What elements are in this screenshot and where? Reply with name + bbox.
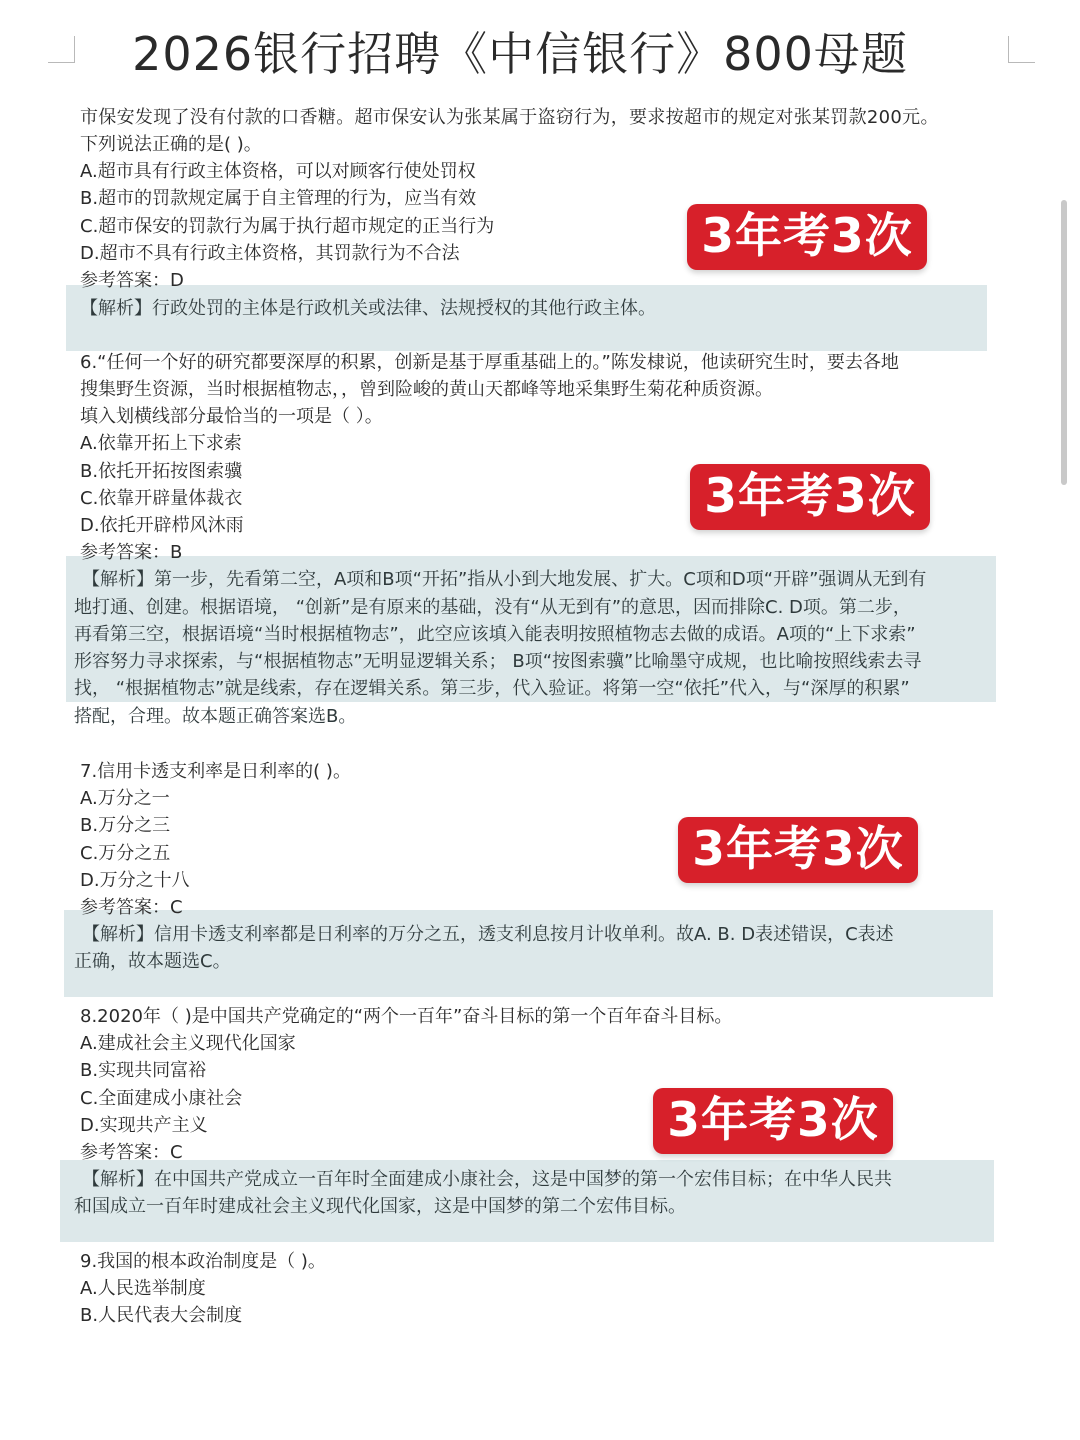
question-9-stem: 9.我国的根本政治制度是（ )。 — [80, 1251, 326, 1272]
question-5-prompt: 下列说法正确的是( )。 — [80, 134, 262, 155]
question-8-option-c: C.全面建成小康社会 — [80, 1088, 243, 1109]
question-7-option-b: B.万分之三 — [80, 815, 171, 836]
question-5-option-a: A.超市具有行政主体资格，可以对顾客行使处罚权 — [80, 161, 476, 182]
question-8-option-a: A.建成社会主义现代化国家 — [80, 1033, 296, 1054]
scrollbar-thumb[interactable] — [1061, 200, 1067, 485]
question-6-option-b: B.依托开拓按图索骥 — [80, 461, 243, 482]
question-6-stem-continued: 搜集野生资源，当时根据植物志，，曾到险峻的黄山天都峰等地采集野生菊花种质资源。 — [80, 379, 773, 400]
badge-frequency-q6: 3年考3次 — [690, 464, 930, 530]
question-6-prompt: 填入划横线部分最恰当的一项是（ ）。 — [80, 406, 383, 427]
badge-frequency-q8: 3年考3次 — [653, 1088, 893, 1154]
question-7-explanation-line-2: 正确，故本题选C。 — [74, 951, 231, 972]
badge-frequency-q7: 3年考3次 — [678, 817, 918, 883]
question-5-answer: 参考答案：D — [80, 270, 184, 291]
question-8-answer: 参考答案：C — [80, 1142, 183, 1163]
question-9-option-a: A.人民选举制度 — [80, 1278, 206, 1299]
question-8-option-b: B.实现共同富裕 — [80, 1060, 207, 1081]
question-5-stem: 市保安发现了没有付款的口香糖。超市保安认为张某属于盗窃行为，要求按超市的规定对张某罚款200元。 — [80, 107, 939, 128]
question-5-explanation: 【解析】行政处罚的主体是行政机关或法律、法规授权的其他行政主体。 — [80, 298, 656, 319]
question-6-stem: 6.“任何一个好的研究都要深厚的积累，创新是基于厚重基础上的。”陈发棣说，他读研究生时，要去各地 — [80, 352, 899, 373]
question-5-option-b: B.超市的罚款规定属于自主管理的行为，应当有效 — [80, 188, 477, 209]
question-6-explanation-line-4: 形容努力寻求探索，与“根据植物志”无明显逻辑关系； B项“按图索骥”比喻墨守成规，也比喻按照线索去寻 — [74, 651, 922, 672]
question-5-option-c: C.超市保安的罚款行为属于执行超市规定的正当行为 — [80, 216, 495, 237]
question-6-answer: 参考答案：B — [80, 542, 183, 563]
question-8-explanation-line-2: 和国成立一百年时建成社会主义现代化国家，这是中国梦的第二个宏伟目标。 — [74, 1196, 686, 1217]
question-9-option-b: B.人民代表大会制度 — [80, 1305, 243, 1326]
question-7-answer: 参考答案：C — [80, 897, 183, 918]
question-7-option-d: D.万分之十八 — [80, 870, 190, 891]
page-title: 2026银行招聘《中信银行》800母题 — [132, 27, 908, 81]
question-6-option-c: C.依靠开辟量体裁衣 — [80, 488, 243, 509]
question-7-option-c: C.万分之五 — [80, 843, 171, 864]
question-7-option-a: A.万分之一 — [80, 788, 170, 809]
question-5-option-d: D.超市不具有行政主体资格，其罚款行为不合法 — [80, 243, 460, 264]
question-8-explanation-line-1: 【解析】在中国共产党成立一百年时全面建成小康社会，这是中国梦的第一个宏伟目标；在中华人民共 — [82, 1169, 892, 1190]
question-6-explanation-line-2: 地打通、创建。根据语境， “创新”是有原来的基础，没有“从无到有”的意思，因而排除C. D项。第二步， — [74, 597, 911, 618]
question-7-explanation-line-1: 【解析】信用卡透支利率都是日利率的万分之五，透支利息按月计收单利。故A. B. D表述错误，C表述 — [82, 924, 894, 945]
question-6-option-d: D.依托开辟栉风沐雨 — [80, 515, 244, 536]
question-8-stem: 8.2020年（ )是中国共产党确定的“两个一百年”奋斗目标的第一个百年奋斗目标。 — [80, 1006, 733, 1027]
question-6-option-a: A.依靠开拓上下求索 — [80, 433, 242, 454]
badge-frequency-q5: 3年考3次 — [687, 204, 927, 270]
question-6-explanation-line-1: 【解析】第一步，先看第二空，A项和B项“开拓”指从小到大地发展、扩大。C项和D项“开辟”强调从无到有 — [82, 569, 927, 590]
question-6-explanation-line-5: 找， “根据植物志”就是线索，存在逻辑关系。第三步，代入验证。将第一空“依托”代入，与“深厚的积累” — [74, 678, 910, 699]
question-6-explanation-line-3: 再看第三空，根据语境“当时根据植物志”，此空应该填入能表明按照植物志去做的成语。A项的“上下求索” — [74, 624, 916, 645]
question-7-stem: 7.信用卡透支利率是日利率的( )。 — [80, 761, 351, 782]
question-8-option-d: D.实现共产主义 — [80, 1115, 208, 1136]
question-6-explanation-line-6: 搭配，合理。故本题正确答案选B。 — [74, 706, 357, 727]
